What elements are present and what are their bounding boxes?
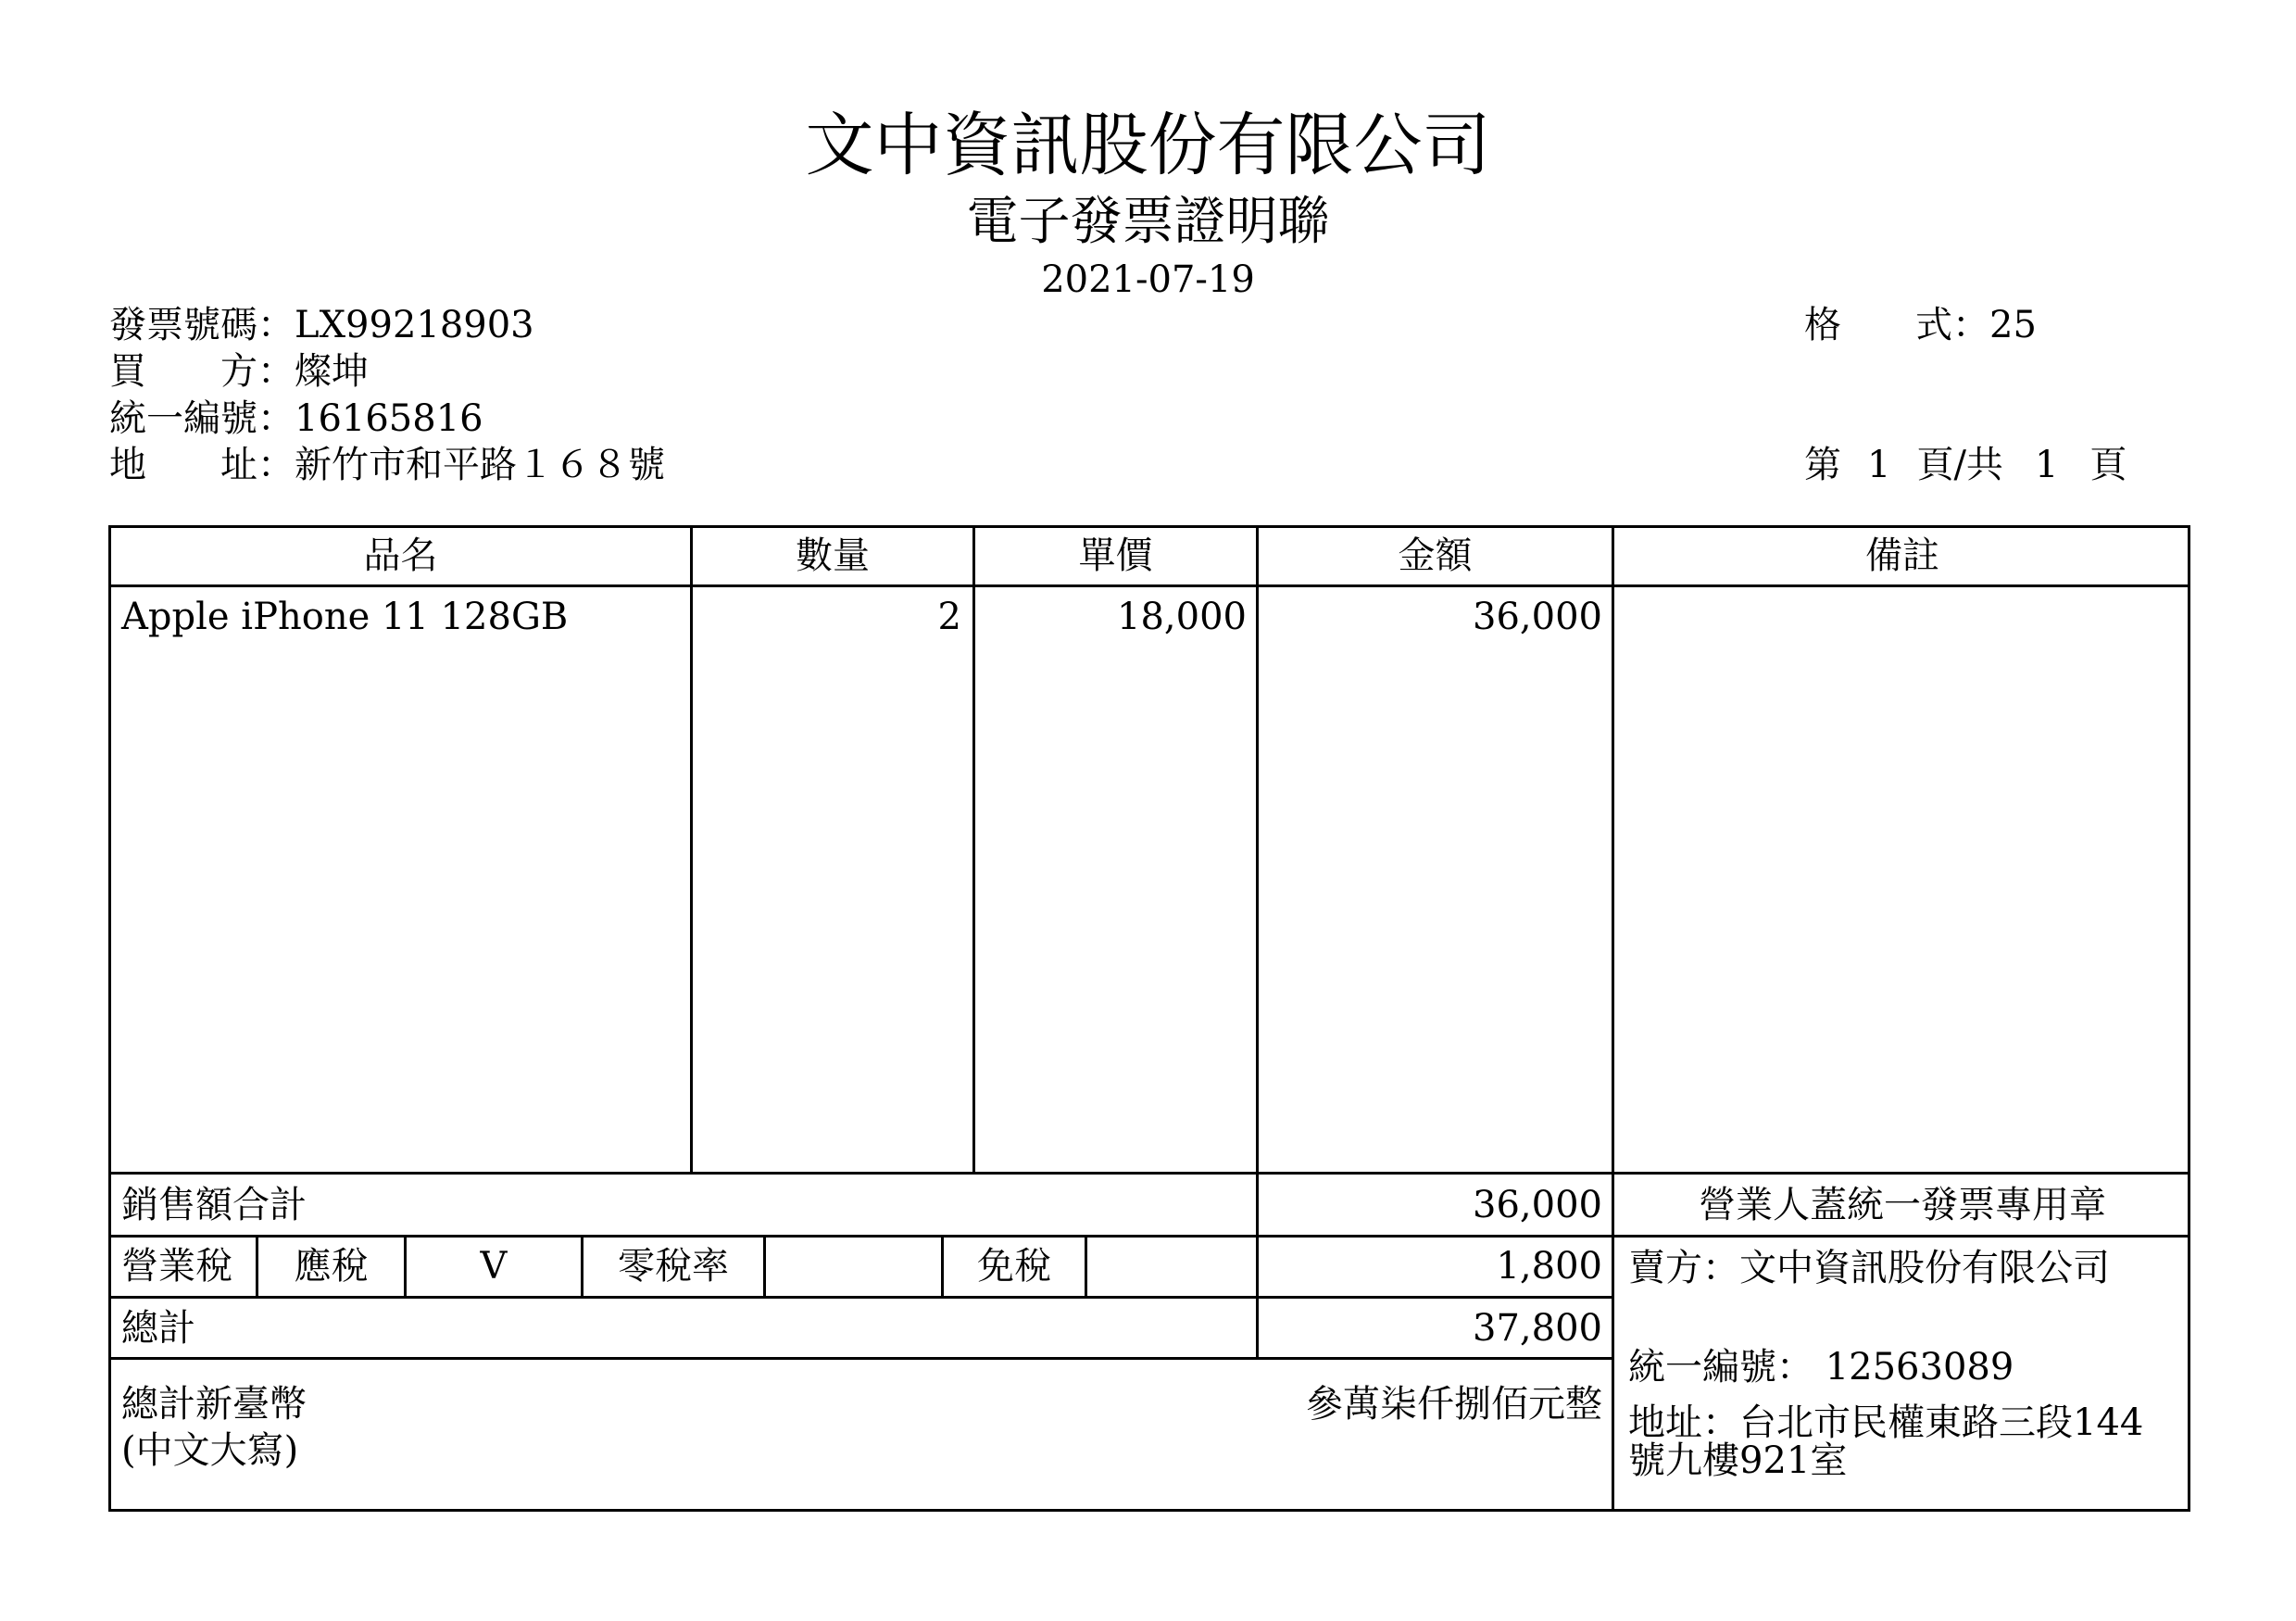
- item-name: Apple iPhone 11 128GB: [121, 596, 569, 638]
- seller-tax-id: 統一編號： 12563089: [1628, 1346, 2014, 1389]
- page-total: 1: [2034, 444, 2059, 486]
- seller-address-line-2: 號九樓921室: [1628, 1439, 1848, 1482]
- invoice-number-label: 發票號碼：: [109, 304, 295, 346]
- buyer-address-label: 地 址：: [109, 444, 295, 486]
- tax-row-bottom-line: [108, 1296, 1614, 1299]
- business-tax-label: 營業稅: [121, 1245, 232, 1288]
- taxable-label: 應稅: [294, 1245, 369, 1288]
- taxable-mark: V: [480, 1245, 508, 1288]
- seller-name: 賣方：文中資訊股份有限公司: [1628, 1247, 2110, 1289]
- buyer-label: 買 方：: [109, 350, 295, 393]
- zero-rate-label: 零稅率: [618, 1245, 729, 1288]
- subtotal-label: 銷售額合計: [121, 1184, 307, 1226]
- company-name: 文中資訊股份有限公司: [805, 106, 1491, 185]
- invoice-number-row: [109, 304, 534, 346]
- buyer-address-row: [109, 446, 665, 484]
- seller-address-line-1: 地址：台北市民權東路三段144: [1628, 1401, 2144, 1444]
- seal-label: 營業人蓋統一發票專用章: [1699, 1184, 2106, 1226]
- buyer-tax-id: 16165816: [295, 397, 483, 440]
- format-value: 25: [1989, 304, 2037, 346]
- buyer-tax-id-row: [109, 397, 483, 440]
- subtotal-value: 36,000: [1473, 1184, 1602, 1226]
- page-mid: 頁/共: [1916, 444, 2003, 486]
- page-number: 1: [1867, 444, 1891, 486]
- tax-cell-divider-6: [1085, 1235, 1087, 1298]
- format-row: [1804, 304, 2037, 346]
- page-prefix: 第: [1804, 444, 1841, 486]
- items-bottom-line: [108, 1172, 2190, 1175]
- item-unit-price: 18,000: [1117, 596, 1247, 638]
- total-label: 總計: [121, 1307, 195, 1350]
- buyer-name: 燦坤: [295, 350, 369, 393]
- amount-in-words: 參萬柒仟捌佰元整: [1306, 1383, 1602, 1426]
- format-label: 格 式：: [1804, 304, 1989, 346]
- amount-words-label-1: 總計新臺幣: [121, 1383, 307, 1426]
- item-amount: 36,000: [1473, 596, 1602, 638]
- page-suffix: 頁: [2089, 444, 2127, 486]
- col-divider-3: [1256, 525, 1259, 1359]
- total-value: 37,800: [1473, 1307, 1602, 1350]
- header-bottom-line: [108, 584, 2190, 587]
- buyer-row: [109, 350, 369, 393]
- document-title: 電子發票證明聯: [966, 192, 1330, 252]
- col-divider-4: [1612, 525, 1614, 1512]
- header-unit-price: 單價: [1078, 534, 1153, 577]
- buyer-tax-id-label: 統一編號：: [109, 397, 295, 440]
- invoice-date: 2021-07-19: [1041, 258, 1255, 301]
- header-remarks: 備註: [1865, 534, 1939, 577]
- page-indicator: [1804, 446, 2127, 484]
- amount-words-label-2: (中文大寫): [121, 1429, 299, 1472]
- header-item-name: 品名: [363, 534, 438, 577]
- exempt-label: 免稅: [977, 1245, 1051, 1288]
- tax-cell-divider-4: [763, 1235, 766, 1298]
- item-quantity: 2: [937, 596, 961, 638]
- invoice-number: LX99218903: [295, 304, 534, 346]
- business-tax-value: 1,800: [1496, 1245, 1602, 1288]
- buyer-address: 新竹市和平路１６８號: [295, 444, 665, 486]
- header-amount: 金額: [1398, 534, 1473, 577]
- total-row-bottom-line: [108, 1357, 1614, 1360]
- header-quantity: 數量: [796, 534, 870, 577]
- subtotal-bottom-line: [108, 1235, 2190, 1238]
